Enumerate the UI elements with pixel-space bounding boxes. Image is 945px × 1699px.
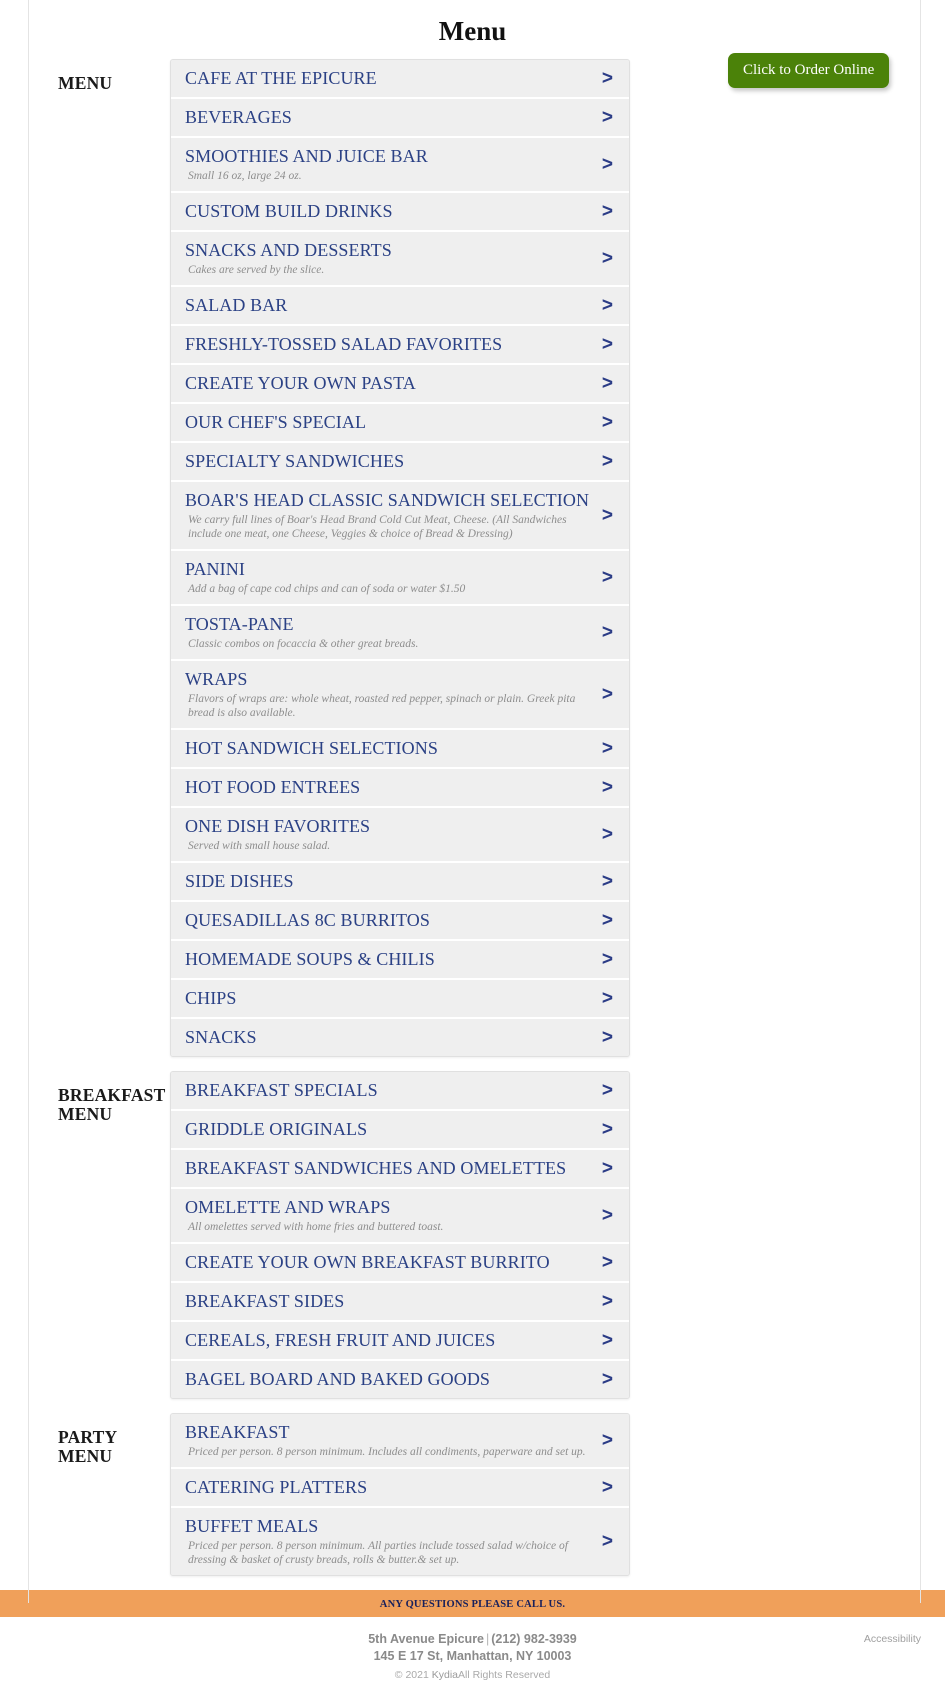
menu-row-title: HOT SANDWICH SELECTIONS [185, 738, 438, 758]
footer-business-name: 5th Avenue Epicure [368, 1632, 485, 1646]
chevron-right-icon[interactable]: > [601, 1530, 613, 1552]
menu-accordion-row[interactable] [171, 287, 629, 326]
menu-row-title: SNACKS AND DESSERTS [185, 240, 392, 260]
menu-row-title: CATERING PLATTERS [185, 1477, 368, 1497]
menu-content [0, 47, 945, 1576]
menu-row-texts [185, 1026, 596, 1048]
menu-row-texts [185, 668, 596, 720]
chevron-right-icon[interactable]: > [601, 450, 613, 472]
menu-row-subtitle: Cakes are served by the slice. [188, 264, 325, 276]
menu-row-title: TOSTA-PANE [185, 614, 294, 634]
chevron-right-icon[interactable]: > [601, 504, 613, 526]
chevron-right-icon[interactable]: > [601, 200, 613, 222]
menu-row-title: OMELETTE AND WRAPS [185, 1197, 391, 1217]
menu-row-title: BREAKFAST SPECIALS [185, 1080, 378, 1100]
menu-accordion [170, 59, 630, 1057]
page-title: Menu [438, 16, 507, 46]
menu-sections [0, 59, 945, 1576]
menu-row-texts [185, 1251, 596, 1273]
menu-accordion [170, 1413, 630, 1576]
menu-accordion-row[interactable] [171, 1019, 629, 1056]
chevron-right-icon[interactable]: > [601, 411, 613, 433]
menu-accordion-row[interactable] [171, 980, 629, 1019]
menu-accordion-row[interactable] [171, 404, 629, 443]
menu-row-texts [185, 200, 596, 222]
menu-accordion-row[interactable] [171, 769, 629, 808]
menu-accordion-row[interactable] [171, 863, 629, 902]
menu-row-texts [185, 239, 596, 277]
menu-row-texts [185, 1079, 596, 1101]
menu-row-title: WRAPS [185, 669, 248, 689]
menu-accordion-row[interactable] [171, 1150, 629, 1189]
menu-accordion-row[interactable] [171, 551, 629, 606]
menu-row-texts [185, 67, 596, 89]
menu-section [0, 1071, 945, 1399]
menu-row-title: CREATE YOUR OWN PASTA [185, 373, 416, 393]
menu-row-texts [185, 1157, 596, 1179]
menu-accordion-row[interactable] [171, 60, 629, 99]
menu-row-title: BOAR'S HEAD CLASSIC SANDWICH SELECTION [185, 490, 590, 510]
menu-accordion-row[interactable] [171, 138, 629, 193]
menu-row-texts [185, 613, 596, 651]
chevron-right-icon[interactable]: > [601, 333, 613, 355]
menu-row-texts [185, 1290, 596, 1312]
menu-row-subtitle: Flavors of wraps are: whole wheat, roasted red pepper, spinach or plain. Greek pita bread is also available. [188, 693, 576, 719]
menu-row-title: QUESADILLAS 8C BURRITOS [185, 910, 430, 930]
menu-accordion-row[interactable] [171, 941, 629, 980]
menu-row-title: SIDE DISHES [185, 871, 294, 891]
chevron-right-icon[interactable]: > [601, 1204, 613, 1226]
menu-section [0, 59, 945, 1057]
footer-address: 145 E 17 St, Manhattan, NY 10003 [373, 1649, 572, 1663]
menu-accordion-row[interactable] [171, 808, 629, 863]
menu-row-texts [185, 1118, 596, 1140]
menu-accordion-row[interactable] [171, 1508, 629, 1575]
menu-row-texts [185, 815, 596, 853]
menu-row-subtitle: All omelettes served with home fries and buttered toast. [188, 1221, 444, 1233]
menu-row-subtitle: We carry full lines of Boar's Head Brand Cold Cut Meat, Cheese. (All Sandwiches include one meat, one Cheese, Veggies & choice of Bread & Dressing) [188, 514, 567, 540]
chevron-right-icon[interactable]: > [601, 372, 613, 394]
menu-row-title: SMOOTHIES AND JUICE BAR [185, 146, 428, 166]
menu-accordion-row[interactable] [171, 193, 629, 232]
call-us-banner [0, 1590, 945, 1617]
menu-row-texts [185, 145, 596, 183]
menu-row-texts [185, 987, 596, 1009]
menu-row-title: ONE DISH FAVORITES [185, 816, 371, 836]
footer-copyright-prefix: © 2021 [394, 1669, 429, 1681]
menu-row-title: BUFFET MEALS [185, 1516, 319, 1536]
menu-row-title: CEREALS, FRESH FRUIT AND JUICES [185, 1330, 496, 1350]
menu-row-texts [185, 372, 596, 394]
menu-accordion-row[interactable] [171, 1244, 629, 1283]
menu-accordion-row[interactable] [171, 661, 629, 730]
menu-accordion-row[interactable] [171, 326, 629, 365]
chevron-right-icon[interactable]: > [601, 1026, 613, 1048]
menu-row-title: BREAKFAST SANDWICHES AND OMELETTES [185, 1158, 567, 1178]
menu-accordion-row[interactable] [171, 232, 629, 287]
menu-row-title: BEVERAGES [185, 107, 292, 127]
menu-row-texts [185, 870, 596, 892]
chevron-right-icon[interactable]: > [601, 948, 613, 970]
menu-row-title: CREATE YOUR OWN BREAKFAST BURRITO [185, 1252, 550, 1272]
menu-accordion-row[interactable] [171, 1189, 629, 1244]
menu-accordion-row[interactable] [171, 1414, 629, 1469]
chevron-right-icon[interactable]: > [601, 106, 613, 128]
menu-row-title: BAGEL BOARD AND BAKED GOODS [185, 1369, 491, 1389]
menu-row-title: HOMEMADE SOUPS & CHILIS [185, 949, 435, 969]
menu-row-title: SPECIALTY SANDWICHES [185, 451, 405, 471]
menu-row-title: FRESHLY-TOSSED SALAD FAVORITES [185, 334, 503, 354]
footer-copyright [0, 1667, 945, 1683]
footer-copyright-suffix: All Rights Reserved [458, 1669, 551, 1681]
menu-accordion-row[interactable] [171, 902, 629, 941]
chevron-right-icon[interactable]: > [601, 870, 613, 892]
menu-accordion-row[interactable] [171, 730, 629, 769]
menu-accordion-row[interactable] [171, 1283, 629, 1322]
menu-row-texts [185, 411, 596, 433]
menu-row-texts [185, 1196, 596, 1234]
call-us-banner-text: ANY QUESTIONS PLEASE CALL US. [379, 1599, 566, 1610]
menu-accordion-row[interactable] [171, 1361, 629, 1398]
footer-separator: | [486, 1632, 490, 1646]
menu-accordion-row[interactable] [171, 1322, 629, 1361]
menu-row-title: BREAKFAST [185, 1422, 290, 1442]
chevron-right-icon[interactable]: > [601, 1290, 613, 1312]
menu-row-texts [185, 1329, 596, 1351]
accessibility-link[interactable]: Accessibility [863, 1633, 921, 1645]
site-footer [0, 1617, 945, 1699]
footer-phone[interactable]: (212) 982-3939 [491, 1632, 577, 1646]
click-to-order-online-button[interactable]: Click to Order Online [728, 53, 889, 88]
chevron-right-icon[interactable]: > [601, 683, 613, 705]
menu-row-subtitle: Add a bag of cape cod chips and can of soda or water $1.50 [188, 583, 466, 595]
menu-row-texts [185, 1515, 596, 1567]
menu-section-label: PARTY MENU [58, 1427, 117, 1466]
footer-brand[interactable]: Kydia [431, 1669, 458, 1681]
chevron-right-icon[interactable]: > [601, 1476, 613, 1498]
menu-row-subtitle: Priced per person. 8 person minimum. All parties include tossed salad w/choice of dressing & basket of crusty breads, rolls & butter.& set up. [188, 1540, 568, 1566]
menu-accordion-row[interactable] [171, 1469, 629, 1508]
menu-accordion-row[interactable] [171, 482, 629, 551]
menu-row-subtitle: Classic combos on focaccia & other great breads. [188, 638, 419, 650]
menu-row-subtitle: Served with small house salad. [188, 840, 331, 852]
chevron-right-icon[interactable]: > [601, 247, 613, 269]
chevron-right-icon[interactable]: > [601, 909, 613, 931]
menu-section-label: BREAKFAST MENU [58, 1085, 166, 1124]
chevron-right-icon[interactable]: > [601, 1429, 613, 1451]
menu-row-texts [185, 1476, 596, 1498]
menu-section [0, 1413, 945, 1576]
menu-row-title: SALAD BAR [185, 295, 288, 315]
chevron-right-icon[interactable]: > [601, 823, 613, 845]
menu-row-texts [185, 737, 596, 759]
menu-section-label: MENU [58, 73, 113, 93]
chevron-right-icon[interactable]: > [601, 737, 613, 759]
menu-accordion [170, 1071, 630, 1399]
menu-row-title: CAFE AT THE EPICURE [185, 68, 377, 88]
menu-row-title: GRIDDLE ORIGINALS [185, 1119, 368, 1139]
menu-row-title: CHIPS [185, 988, 237, 1008]
menu-accordion-row[interactable] [171, 443, 629, 482]
chevron-right-icon[interactable]: > [601, 1118, 613, 1140]
menu-row-texts [185, 1421, 596, 1459]
menu-row-texts [185, 333, 596, 355]
menu-accordion-row[interactable] [171, 99, 629, 138]
menu-row-texts [185, 909, 596, 931]
menu-row-texts [185, 948, 596, 970]
chevron-right-icon[interactable]: > [601, 776, 613, 798]
chevron-right-icon[interactable]: > [601, 1329, 613, 1351]
menu-row-texts [185, 450, 596, 472]
chevron-right-icon[interactable]: > [601, 987, 613, 1009]
menu-accordion-row[interactable] [171, 606, 629, 661]
menu-row-title: SNACKS [185, 1027, 257, 1047]
footer-contact-line [0, 1631, 945, 1648]
menu-row-texts [185, 489, 596, 541]
menu-row-texts [185, 1368, 596, 1390]
menu-row-subtitle: Priced per person. 8 person minimum. Includes all condiments, paperware and set up. [188, 1446, 586, 1458]
menu-row-texts [185, 294, 596, 316]
chevron-right-icon[interactable]: > [601, 294, 613, 316]
menu-row-texts [185, 106, 596, 128]
menu-row-title: PANINI [185, 559, 245, 579]
menu-accordion-row[interactable] [171, 1072, 629, 1111]
chevron-right-icon[interactable]: > [601, 1079, 613, 1101]
menu-row-title: BREAKFAST SIDES [185, 1291, 345, 1311]
chevron-right-icon[interactable]: > [601, 153, 613, 175]
menu-row-texts [185, 558, 596, 596]
menu-accordion-row[interactable] [171, 365, 629, 404]
menu-row-subtitle: Small 16 oz, large 24 oz. [188, 170, 302, 182]
chevron-right-icon[interactable]: > [601, 566, 613, 588]
chevron-right-icon[interactable]: > [601, 67, 613, 89]
menu-row-title: CUSTOM BUILD DRINKS [185, 201, 393, 221]
menu-row-texts [185, 776, 596, 798]
chevron-right-icon[interactable]: > [601, 1368, 613, 1390]
menu-row-title: OUR CHEF'S SPECIAL [185, 412, 367, 432]
chevron-right-icon[interactable]: > [601, 1251, 613, 1273]
menu-accordion-row[interactable] [171, 1111, 629, 1150]
menu-row-title: HOT FOOD ENTREES [185, 777, 361, 797]
chevron-right-icon[interactable]: > [601, 621, 613, 643]
chevron-right-icon[interactable]: > [601, 1157, 613, 1179]
